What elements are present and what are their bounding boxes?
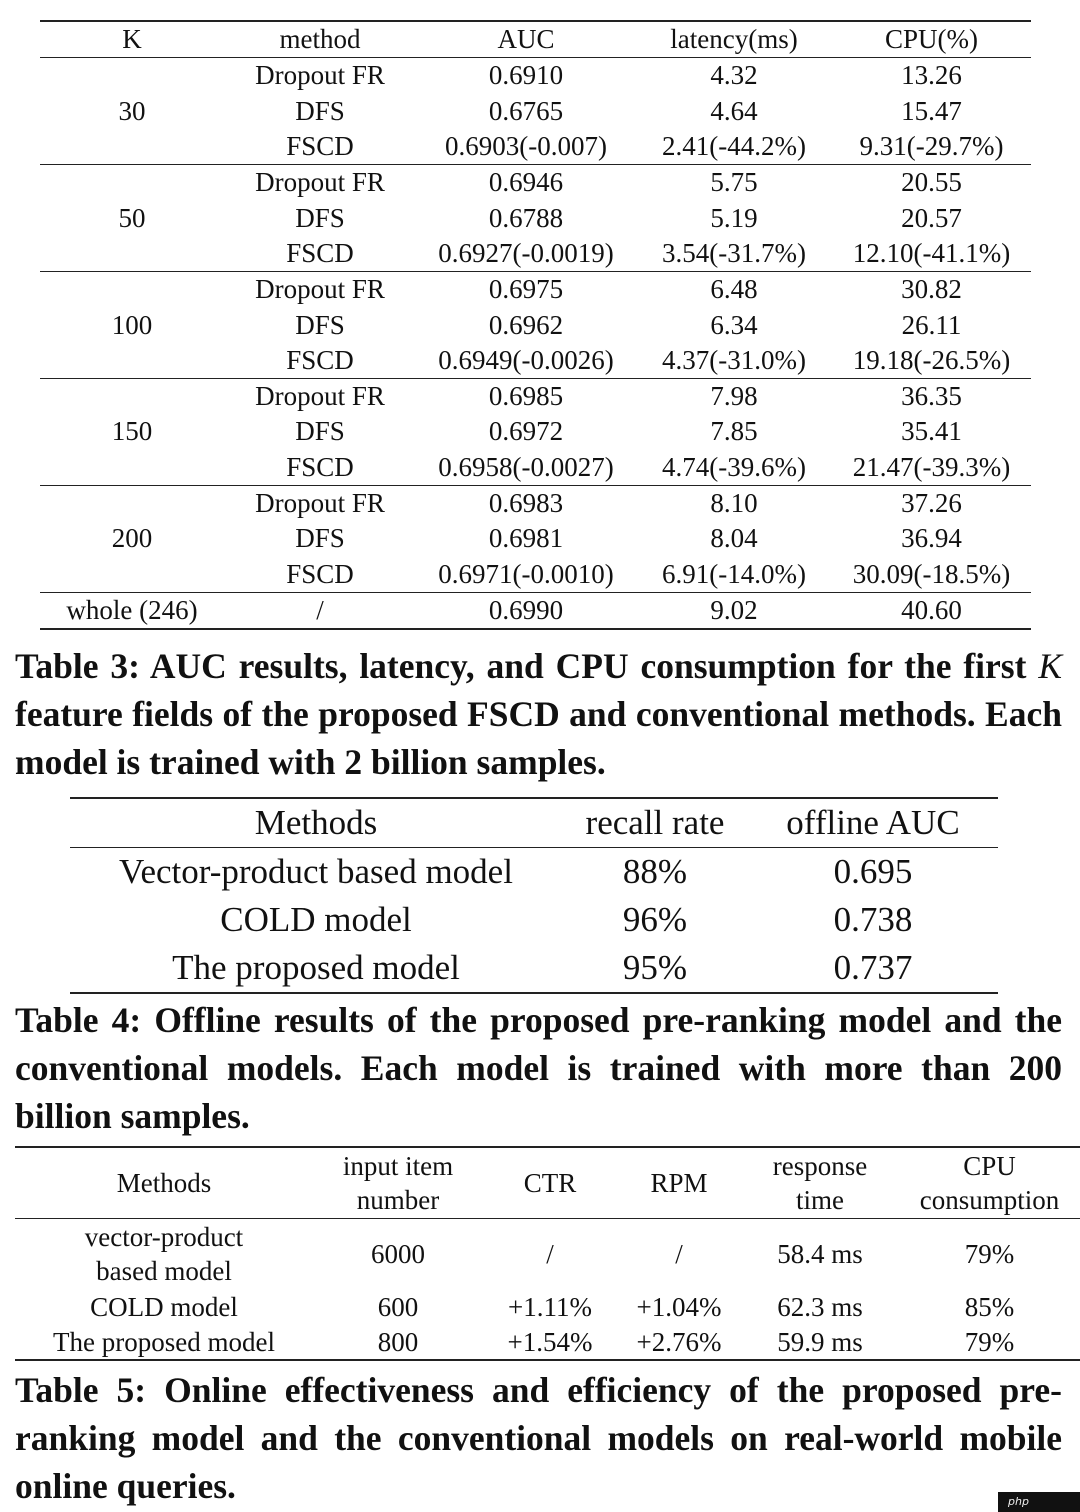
rpm-cell: +2.76% bbox=[636, 1326, 722, 1357]
table-5 bbox=[15, 1146, 1080, 1361]
method-cell: DFS bbox=[295, 416, 345, 447]
response-time-cell: 62.3 ms bbox=[777, 1291, 863, 1322]
method-cell: DFS bbox=[295, 202, 345, 233]
latency-cell: 5.19 bbox=[710, 202, 758, 233]
column-header-methods bbox=[15, 1147, 313, 1219]
k-value-cell: 150 bbox=[40, 378, 224, 485]
table-5-caption: Table 5: Online effectiveness and efficiency of the proposed pre-ranking model and the conventional models on real-world mobile online queries. bbox=[15, 1370, 1062, 1506]
offline-auc-cell: 0.738 bbox=[833, 900, 913, 939]
watermark-badge: php bbox=[998, 1492, 1080, 1512]
auc-cell: 0.6765 bbox=[488, 95, 564, 126]
cpu-cell: 15.47 bbox=[901, 95, 962, 126]
column-header-k: K bbox=[122, 24, 142, 55]
table-row bbox=[40, 58, 1031, 94]
auc-cell: 0.6910 bbox=[488, 60, 564, 91]
method-cell: FSCD bbox=[286, 237, 354, 268]
k-value-cell: whole (246) bbox=[66, 594, 198, 625]
method-cell: DFS bbox=[295, 523, 345, 554]
method-cell: Vector-product based model bbox=[119, 852, 513, 891]
ctr-cell: / bbox=[546, 1239, 554, 1269]
rpm-cell: / bbox=[675, 1239, 683, 1269]
input-item-number-cell: 800 bbox=[377, 1326, 419, 1357]
latency-cell: 3.54(-31.7%) bbox=[662, 237, 806, 268]
method-cell: Dropout FR bbox=[255, 60, 385, 91]
auc-cell: 0.6971(-0.0010) bbox=[438, 558, 614, 589]
cpu-consumption-cell: 85% bbox=[964, 1291, 1015, 1322]
auc-cell: 0.6958(-0.0027) bbox=[438, 451, 614, 482]
offline-auc-cell: 0.737 bbox=[833, 948, 913, 987]
response-time-cell: 59.9 ms bbox=[777, 1326, 863, 1357]
caption-variable-k: K bbox=[1038, 646, 1062, 686]
latency-cell: 2.41(-44.2%) bbox=[662, 131, 806, 162]
table-5-header-row bbox=[15, 1147, 1080, 1219]
latency-cell: 6.34 bbox=[710, 309, 758, 340]
response-time-cell: 58.4 ms bbox=[777, 1239, 863, 1269]
latency-cell: 9.02 bbox=[710, 594, 758, 625]
cpu-cell: 9.31(-29.7%) bbox=[859, 131, 1004, 162]
input-item-number-cell: 6000 bbox=[371, 1239, 425, 1269]
auc-cell: 0.6962 bbox=[488, 309, 564, 340]
cpu-cell: 13.26 bbox=[901, 60, 962, 91]
auc-cell: 0.6975 bbox=[488, 274, 564, 305]
latency-cell: 4.74(-39.6%) bbox=[662, 451, 806, 482]
column-header-cpu-consumption bbox=[899, 1147, 1080, 1219]
latency-cell: 4.32 bbox=[710, 60, 758, 91]
method-cell: DFS bbox=[295, 309, 345, 340]
cpu-consumption-cell: 79% bbox=[964, 1326, 1015, 1357]
auc-cell: 0.6972 bbox=[488, 416, 564, 447]
method-line: vector-product bbox=[84, 1222, 244, 1252]
column-header-offline-auc: offline AUC bbox=[786, 803, 960, 842]
method-cell: COLD model bbox=[90, 1291, 238, 1322]
auc-cell: 0.6983 bbox=[488, 488, 564, 518]
column-header-latency: latency(ms) bbox=[670, 24, 798, 55]
table-4-header-row bbox=[70, 798, 998, 848]
column-header-response-time bbox=[741, 1147, 899, 1219]
method-cell: COLD model bbox=[220, 900, 412, 939]
latency-cell: 6.48 bbox=[710, 274, 758, 305]
method-cell: / bbox=[316, 594, 324, 625]
header-line: response bbox=[772, 1151, 868, 1181]
cpu-cell: 36.94 bbox=[901, 523, 962, 554]
cpu-cell: 35.41 bbox=[901, 416, 962, 447]
ctr-cell: +1.11% bbox=[508, 1291, 592, 1322]
latency-cell: 7.85 bbox=[710, 416, 758, 447]
method-cell: FSCD bbox=[286, 344, 354, 375]
cpu-cell: 30.09(-18.5%) bbox=[852, 558, 1011, 589]
header-line: number bbox=[356, 1185, 440, 1215]
recall-rate-cell: 88% bbox=[622, 852, 688, 891]
method-cell: Dropout FR bbox=[255, 381, 385, 412]
method-cell: The proposed model bbox=[53, 1326, 275, 1357]
cpu-cell: 19.18(-26.5%) bbox=[852, 344, 1011, 375]
header-line: time bbox=[796, 1185, 844, 1215]
caption-text: feature fields of the proposed FSCD and conventional methods. Each model is trained with 2 billion samples. bbox=[15, 694, 1062, 782]
method-cell: FSCD bbox=[286, 558, 354, 589]
cpu-cell: 37.26 bbox=[901, 488, 962, 518]
offline-auc-cell: 0.695 bbox=[833, 852, 913, 891]
latency-cell: 7.98 bbox=[710, 381, 758, 412]
k-value-cell: 200 bbox=[40, 485, 224, 592]
table-row bbox=[70, 848, 998, 897]
method-cell: Dropout FR bbox=[255, 488, 385, 518]
table-4 bbox=[70, 797, 998, 994]
column-header-method: method bbox=[279, 24, 361, 55]
method-cell: FSCD bbox=[286, 451, 354, 482]
latency-cell: 4.37(-31.0%) bbox=[662, 344, 806, 375]
method-line: based model bbox=[96, 1256, 232, 1286]
caption-text: Table 3: AUC results, latency, and CPU consumption for the first bbox=[15, 646, 1039, 686]
recall-rate-cell: 95% bbox=[622, 948, 688, 987]
column-header-cpu: CPU(%) bbox=[885, 24, 978, 55]
input-item-number-cell: 600 bbox=[377, 1291, 419, 1322]
latency-cell: 8.04 bbox=[710, 523, 758, 554]
column-header-ctr bbox=[483, 1147, 617, 1219]
k-value-cell: 50 bbox=[40, 165, 224, 272]
table-3-header-row bbox=[40, 21, 1031, 58]
table-3-caption bbox=[15, 642, 1062, 786]
column-header-auc: AUC bbox=[497, 24, 555, 55]
auc-cell: 0.6949(-0.0026) bbox=[438, 344, 614, 375]
method-cell: FSCD bbox=[286, 131, 354, 162]
column-header-recall-rate: recall rate bbox=[585, 803, 725, 842]
auc-cell: 0.6990 bbox=[488, 594, 564, 625]
column-header-methods: Methods bbox=[254, 803, 378, 842]
cpu-cell: 20.57 bbox=[901, 202, 962, 233]
cpu-cell: 36.35 bbox=[901, 381, 962, 412]
cpu-cell: 40.60 bbox=[901, 594, 962, 625]
rpm-cell: +1.04% bbox=[636, 1291, 722, 1322]
method-cell: Dropout FR bbox=[255, 167, 385, 198]
header-line: RPM bbox=[650, 1168, 708, 1198]
cpu-cell: 20.55 bbox=[901, 167, 962, 198]
method-cell: The proposed model bbox=[172, 948, 460, 987]
auc-cell: 0.6985 bbox=[488, 381, 564, 412]
latency-cell: 6.91(-14.0%) bbox=[662, 558, 806, 589]
cpu-cell: 26.11 bbox=[901, 309, 962, 340]
table-3 bbox=[40, 20, 1031, 630]
table-row bbox=[40, 165, 1031, 201]
auc-cell: 0.6788 bbox=[488, 202, 564, 233]
method-cell: Dropout FR bbox=[255, 274, 385, 305]
latency-cell: 4.64 bbox=[710, 95, 758, 126]
column-header-rpm bbox=[617, 1147, 741, 1219]
table-row bbox=[15, 1219, 1080, 1290]
k-value-cell: 30 bbox=[40, 58, 224, 165]
table-4-caption: Table 4: Offline results of the proposed pre-ranking model and the conventional models. Each model is trained with more than 200 billion samples. bbox=[15, 1000, 1062, 1136]
cpu-consumption-cell: 79% bbox=[964, 1239, 1015, 1269]
auc-cell: 0.6946 bbox=[488, 167, 564, 198]
latency-cell: 8.10 bbox=[710, 488, 758, 518]
cpu-cell: 30.82 bbox=[901, 274, 962, 305]
auc-cell: 0.6903(-0.007) bbox=[445, 131, 607, 162]
table-row bbox=[70, 944, 998, 993]
table-row-whole bbox=[40, 592, 1031, 629]
auc-cell: 0.6927(-0.0019) bbox=[438, 237, 614, 268]
table-row bbox=[40, 378, 1031, 414]
table-row bbox=[40, 272, 1031, 308]
table-row bbox=[70, 896, 998, 944]
method-cell: DFS bbox=[295, 95, 345, 126]
header-line: consumption bbox=[919, 1185, 1060, 1215]
header-line: input item bbox=[342, 1151, 454, 1181]
latency-cell: 5.75 bbox=[710, 167, 758, 198]
cpu-cell: 12.10(-41.1%) bbox=[852, 237, 1011, 268]
ctr-cell: +1.54% bbox=[507, 1326, 593, 1357]
recall-rate-cell: 96% bbox=[622, 900, 688, 939]
table-row bbox=[15, 1289, 1080, 1324]
table-row bbox=[40, 485, 1031, 521]
header-line: CTR bbox=[523, 1168, 577, 1198]
cpu-cell: 21.47(-39.3%) bbox=[852, 451, 1011, 482]
auc-cell: 0.6981 bbox=[488, 523, 564, 554]
column-header-input-item-number bbox=[313, 1147, 483, 1219]
header-line: CPU bbox=[963, 1151, 1016, 1181]
header-line: Methods bbox=[116, 1168, 212, 1198]
k-value-cell: 100 bbox=[40, 272, 224, 379]
method-cell bbox=[15, 1219, 313, 1290]
table-row bbox=[15, 1324, 1080, 1360]
